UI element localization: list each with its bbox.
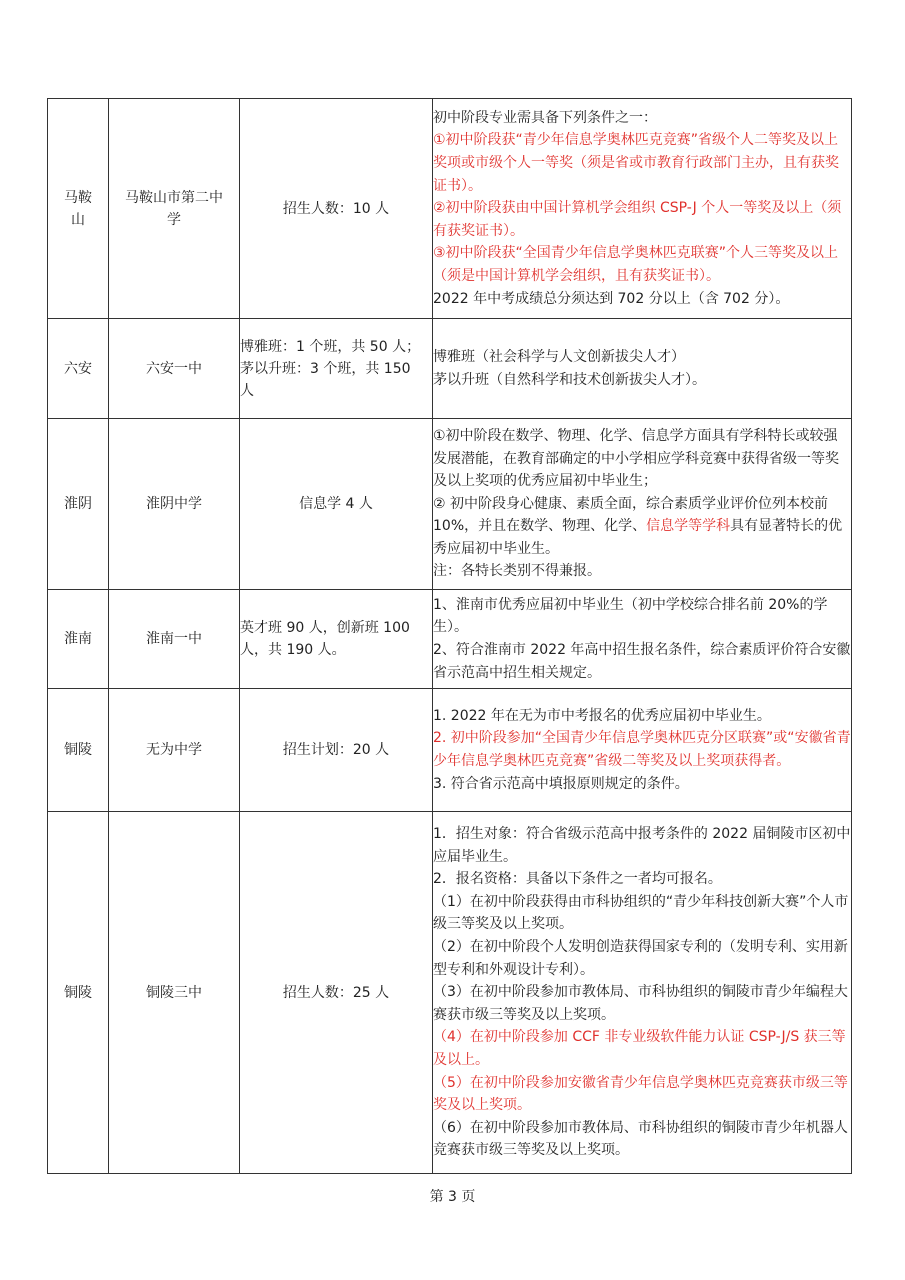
table-row — [48, 99, 852, 319]
requirement-line: ②初中阶段获由中国计算机学会组织 CSP-J 个人一等奖及以上（须有获奖证书）。 — [433, 200, 842, 239]
school-cell: 马鞍山市第二中 学 — [109, 99, 240, 319]
highlight-text: 信息学等学科 — [646, 518, 731, 535]
city-cell: 铜陵 — [48, 812, 109, 1174]
requirement-line: 2、符合淮南市 2022 年高中招生报名条件，综合素质评价符合安徽省示范高中招生相关规定。 — [433, 642, 851, 681]
school-cell: 淮阴中学 — [109, 419, 240, 590]
count-line: 茅以升班：3 个班，共 150 — [240, 360, 411, 377]
requirements-cell — [433, 590, 852, 689]
count-cell: 招生人数：25 人 — [240, 812, 433, 1174]
city-cell: 六安 — [48, 319, 109, 419]
requirements-cell — [433, 99, 852, 319]
count-line: 人，共 190 人。 — [240, 642, 346, 658]
requirement-line: （3）在初中阶段参加市教体局、市科协组织的铜陵市青少年编程大赛获市级三等奖及以上奖项。 — [433, 984, 848, 1023]
requirement-line: 博雅班（社会科学与人文创新拔尖人才） — [433, 348, 685, 365]
requirement-line: 1. 2022 年在无为市中考报名的优秀应届初中毕业生。 — [433, 707, 771, 724]
school-cell: 铜陵三中 — [109, 812, 240, 1174]
requirement-line: 1、淮南市优秀应届初中毕业生（初中学校综合排名前 20%的学生）。 — [433, 596, 828, 636]
count-line: 博雅班：1 个班，共 50 人； — [240, 338, 421, 355]
city-cell: 淮南 — [48, 590, 109, 689]
count-cell — [240, 319, 433, 419]
count-line: 英才班 90 人，创新班 100 — [240, 620, 410, 636]
city-cell: 马鞍 山 — [48, 99, 109, 319]
count-cell: 招生计划：20 人 — [240, 689, 433, 812]
table-row — [48, 590, 852, 689]
requirements-cell — [433, 319, 852, 419]
count-line: 人 — [240, 382, 254, 399]
requirements-cell — [433, 419, 852, 590]
city-cell: 铜陵 — [48, 689, 109, 812]
count-cell: 信息学 4 人 — [240, 419, 433, 590]
city-cell: 淮阴 — [48, 419, 109, 590]
count-cell — [240, 590, 433, 689]
requirement-line: ①初中阶段在数学、物理、化学、信息学方面具有学科特长或较强发展潜能，在教育部确定的中小学相应学科竞赛中获得省级一等奖及以上奖项的优秀应届初中毕业生； — [433, 427, 839, 490]
requirement-line: 茅以升班（自然科学和技术创新拔尖人才）。 — [433, 371, 706, 388]
requirement-line: 2．报名资格：具备以下条件之一者均可报名。 — [433, 871, 722, 888]
requirement-line: 1．招生对象：符合省级示范高中报考条件的 2022 届铜陵市区初中应届毕业生。 — [433, 826, 851, 865]
requirement-note: 注：各特长类别不得兼报。 — [433, 563, 601, 580]
requirement-line: 2. 初中阶段参加“全国青少年信息学奥林匹克分区联赛”或“安徽省青少年信息学奥林匹克竞赛”省级二等奖及以上奖项获得者。 — [433, 730, 851, 769]
requirement-line: （4）在初中阶段参加 CCF 非专业级软件能力认证 CSP-J/S 获三等及以上。 — [433, 1029, 846, 1068]
requirement-line: （2）在初中阶段个人发明创造获得国家专利的（发明专利、实用新型专利和外观设计专利）。 — [433, 939, 848, 978]
table-row — [48, 319, 852, 419]
school-cell: 六安一中 — [109, 319, 240, 419]
table-row — [48, 812, 852, 1174]
requirement-line: 3. 符合省示范高中填报原则规定的条件。 — [433, 775, 689, 792]
requirement-line: 初中阶段专业需具备下列条件之一： — [433, 109, 657, 126]
enrollment-table — [47, 98, 852, 1174]
requirement-line: （1）在初中阶段获得由市科协组织的“青少年科技创新大赛”个人市级三等奖及以上奖项。 — [433, 893, 849, 933]
requirement-line: （6）在初中阶段参加市教体局、市科协组织的铜陵市青少年机器人竞赛获市级三等奖及以上奖项。 — [433, 1119, 848, 1159]
school-cell: 淮南一中 — [109, 590, 240, 689]
requirements-cell — [433, 812, 852, 1174]
requirements-cell — [433, 689, 852, 812]
school-cell: 无为中学 — [109, 689, 240, 812]
table-row — [48, 689, 852, 812]
requirement-line: ③初中阶段获“全国青少年信息学奥林匹克联赛”个人三等奖及以上（须是中国计算机学会组织，且有获奖证书）。 — [433, 245, 839, 284]
requirement-line: ② 初中阶段身心健康、素质全面，综合素质学业评价位列本校前 10%，并且在数学、物理、化学、信息学等学科具有显著特长的优秀应届初中毕业生。 — [433, 495, 843, 557]
requirement-line: （5）在初中阶段参加安徽省青少年信息学奥林匹克竞赛获市级三等奖及以上奖项。 — [433, 1074, 848, 1114]
page-number: 第 3 页 — [429, 1189, 476, 1205]
table-row — [48, 419, 852, 590]
requirement-line: ①初中阶段获“青少年信息学奥林匹克竞赛”省级个人二等奖及以上奖项或市级个人一等奖（须是省或市教育行政部门主办，且有获奖证书）。 — [433, 132, 839, 194]
requirement-line: 2022 年中考成绩总分须达到 702 分以上（含 702 分）。 — [433, 290, 790, 307]
count-cell: 招生人数：10 人 — [240, 99, 433, 319]
